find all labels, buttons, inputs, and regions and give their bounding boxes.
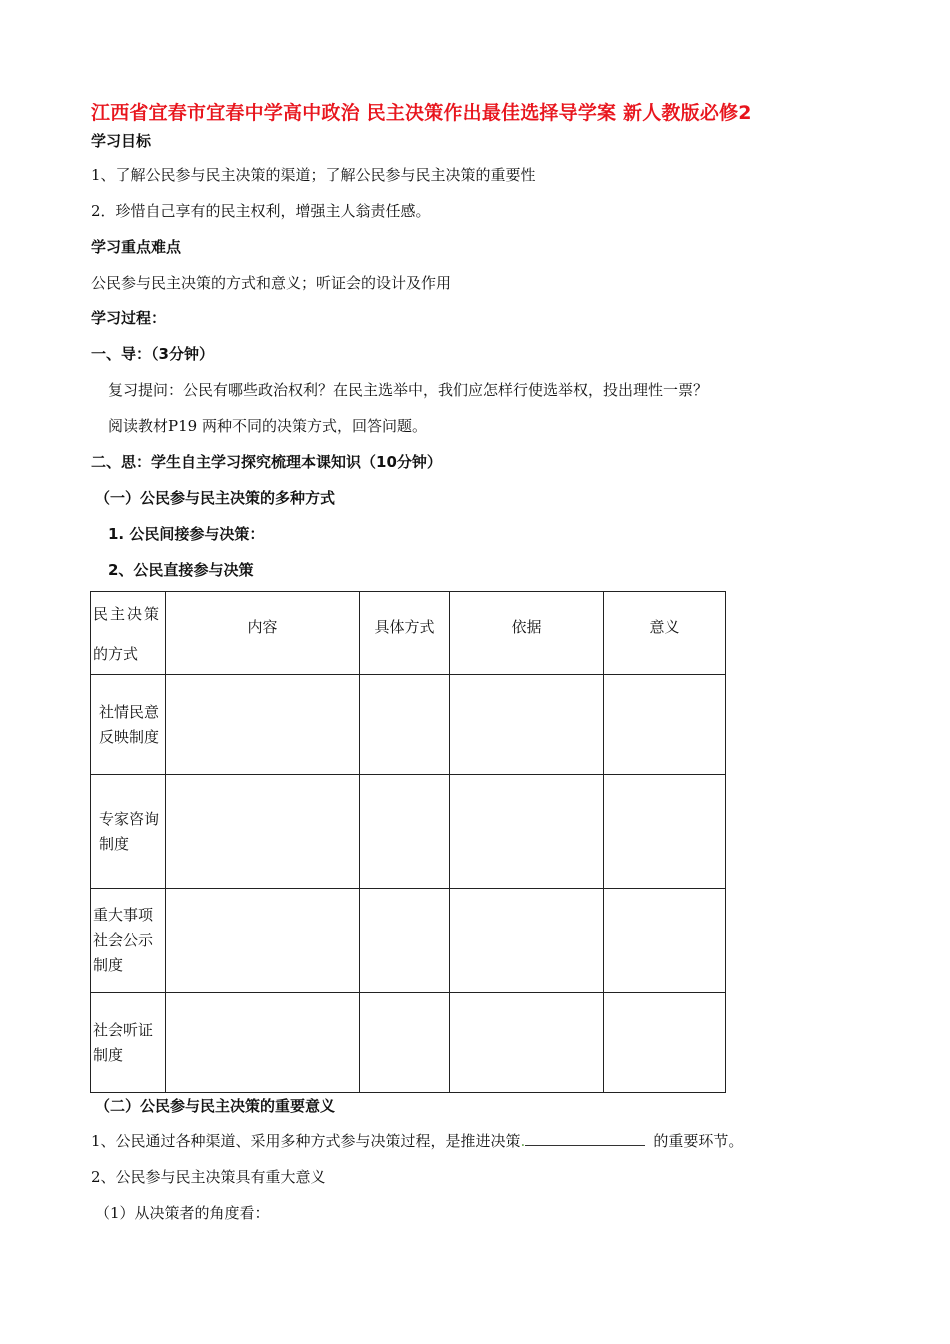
header-first-line1: 民主决策 xyxy=(93,605,162,623)
blank-cell[interactable] xyxy=(360,675,450,775)
process-heading: 学习过程： xyxy=(91,309,167,327)
header-basis: 依据 xyxy=(450,592,604,675)
significance-line-1-end: 的重要环节。 xyxy=(653,1132,744,1150)
goal-item-2: 2．珍惜自己享有的民主权利，增强主人翁责任感。 xyxy=(91,202,431,220)
blank-cell[interactable] xyxy=(450,889,604,993)
key-points-heading: 学习重点难点 xyxy=(91,238,182,256)
section2-heading: 二、思：学生自主学习探究梳理本课知识（10分钟） xyxy=(91,453,442,471)
row-label-line: 专家咨询 xyxy=(99,809,160,828)
row-label-line: 反映制度 xyxy=(99,727,160,746)
row-label-line: 重大事项 xyxy=(93,906,154,924)
row-label xyxy=(91,675,166,775)
blank-cell[interactable] xyxy=(166,675,360,775)
fill-in-blank[interactable] xyxy=(525,1131,645,1146)
subsection1-heading: （一）公民参与民主决策的多种方式 xyxy=(95,489,336,507)
header-content: 内容 xyxy=(166,592,360,675)
row-label-line: 社会公示 xyxy=(93,931,154,949)
review-question: 复习提问：公民有哪些政治权利？在民主选举中，我们应怎样行使选举权，投出理性一票？ xyxy=(108,381,709,399)
blank-cell[interactable] xyxy=(604,993,726,1093)
blank-cell[interactable] xyxy=(166,775,360,889)
table-row xyxy=(91,889,726,993)
blank-cell[interactable] xyxy=(360,775,450,889)
blank-cell[interactable] xyxy=(604,889,726,993)
row-label xyxy=(91,993,166,1093)
row-label xyxy=(91,889,166,993)
direct-participation-item: 2、公民直接参与决策 xyxy=(108,561,254,579)
header-specific-method: 具体方式 xyxy=(360,592,450,675)
blank-cell[interactable] xyxy=(450,675,604,775)
blank-cell[interactable] xyxy=(450,993,604,1093)
significance-line-3: （1）从决策者的角度看： xyxy=(95,1204,270,1222)
blank-cell[interactable] xyxy=(604,675,726,775)
row-label-line: 制度 xyxy=(93,956,124,974)
table-row xyxy=(91,675,726,775)
significance-line-2: 2、公民参与民主决策具有重大意义 xyxy=(91,1168,326,1186)
blank-cell[interactable] xyxy=(360,889,450,993)
row-label-line: 社会听证 xyxy=(93,1020,154,1039)
row-label-line: 制度 xyxy=(93,1045,124,1064)
blank-cell[interactable] xyxy=(450,775,604,889)
significance-line-1 xyxy=(91,1130,743,1151)
header-first-line2: 的方式 xyxy=(93,645,139,663)
document-title: 江西省宜春市宜春中学高中政治 民主决策作出最佳选择导学案 新人教版必修2 xyxy=(91,102,752,124)
row-label-line: 制度 xyxy=(99,834,130,853)
blank-cell[interactable] xyxy=(166,993,360,1093)
marker-dot-icon: . xyxy=(520,1132,526,1150)
section1-heading: 一、导：（3分钟） xyxy=(91,345,214,363)
blank-cell[interactable] xyxy=(166,889,360,993)
table-header-first-cell xyxy=(91,592,166,675)
goals-heading: 学习目标 xyxy=(91,132,152,150)
indirect-participation-item: 1. 公民间接参与决策： xyxy=(108,525,265,543)
goal-item-1: 1、了解公民参与民主决策的渠道；了解公民参与民主决策的重要性 xyxy=(91,166,536,184)
row-label-line: 社情民意 xyxy=(99,702,160,721)
row-label xyxy=(91,775,166,889)
key-points-text: 公民参与民主决策的方式和意义；听证会的设计及作用 xyxy=(91,274,452,292)
subsection2-heading: （二）公民参与民主决策的重要意义 xyxy=(95,1097,336,1115)
header-significance: 意义 xyxy=(604,592,726,675)
significance-line-1-start: 1、公民通过各种渠道、采用多种方式参与决策过程，是推进决策 xyxy=(91,1132,521,1150)
table-row xyxy=(91,993,726,1093)
decision-methods-table xyxy=(90,591,726,1093)
reading-task: 阅读教材P19 两种不同的决策方式，回答问题。 xyxy=(108,417,427,435)
table-row xyxy=(91,775,726,889)
blank-cell[interactable] xyxy=(604,775,726,889)
table-header-row xyxy=(91,592,726,675)
blank-cell[interactable] xyxy=(360,993,450,1093)
